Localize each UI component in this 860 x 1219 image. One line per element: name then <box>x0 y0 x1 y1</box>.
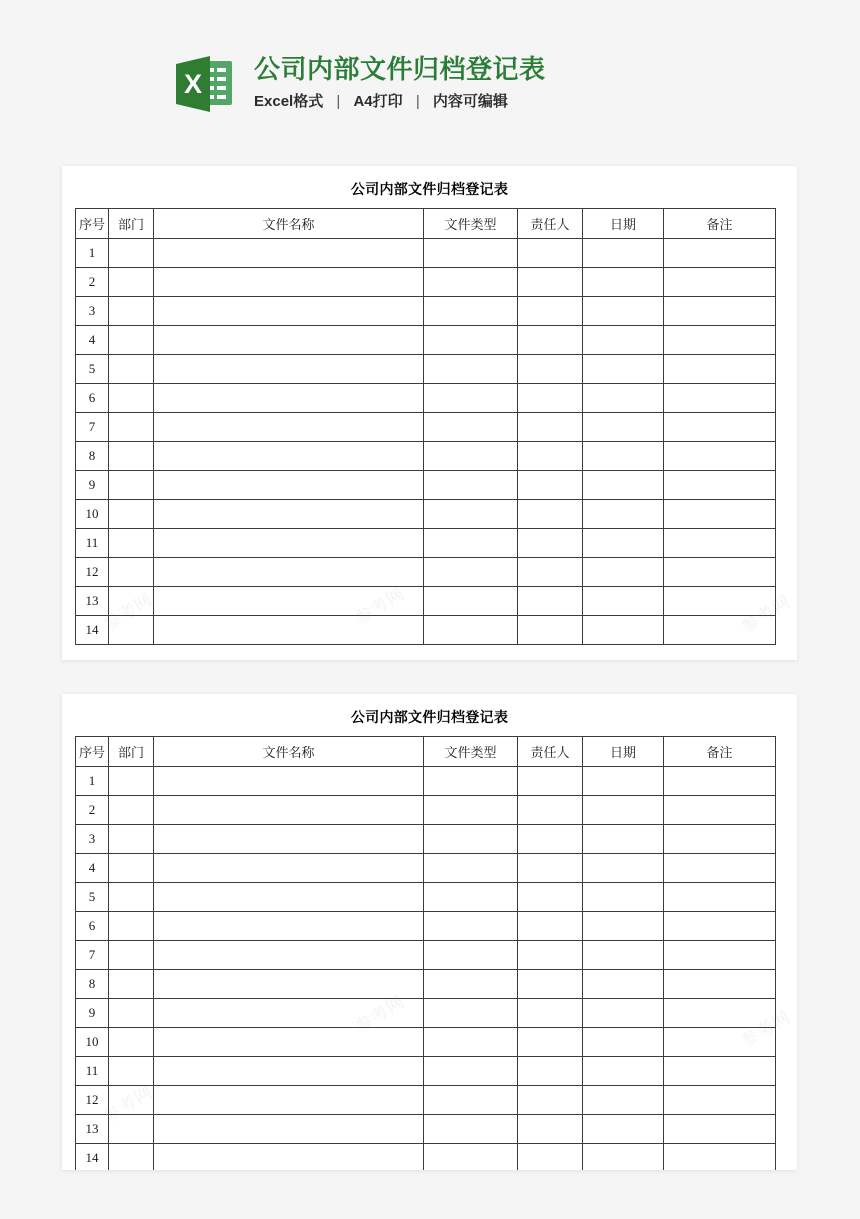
table-cell[interactable] <box>518 297 583 326</box>
table-cell[interactable] <box>424 384 518 413</box>
page-subtitle <box>254 92 546 112</box>
table-cell[interactable] <box>424 529 518 558</box>
row-sequence-cell[interactable]: 12 <box>76 1086 109 1115</box>
table-cell[interactable] <box>154 912 424 941</box>
row-sequence-cell[interactable]: 13 <box>76 587 109 616</box>
table-cell[interactable] <box>109 999 154 1028</box>
table-cell[interactable] <box>583 1057 664 1086</box>
table-row[interactable] <box>76 529 776 558</box>
table-cell[interactable] <box>109 442 154 471</box>
table-cell[interactable] <box>109 239 154 268</box>
table-cell[interactable] <box>518 941 583 970</box>
row-sequence-cell[interactable]: 4 <box>76 854 109 883</box>
table-cell[interactable] <box>583 529 664 558</box>
table-cell[interactable] <box>424 442 518 471</box>
table-cell[interactable] <box>583 297 664 326</box>
table-cell[interactable] <box>109 471 154 500</box>
table-cell[interactable] <box>154 1057 424 1086</box>
column-header-seq: 序号 <box>76 737 109 767</box>
table-cell[interactable] <box>583 1028 664 1057</box>
table-cell[interactable] <box>154 1028 424 1057</box>
subtitle-separator: | <box>415 93 420 110</box>
table-cell[interactable] <box>518 825 583 854</box>
table-cell[interactable] <box>424 999 518 1028</box>
table-cell[interactable] <box>664 297 776 326</box>
row-sequence-cell[interactable]: 10 <box>76 1028 109 1057</box>
excel-icon-sheet-row <box>209 95 226 99</box>
row-sequence-cell[interactable]: 2 <box>76 268 109 297</box>
excel-icon-sheet-column-divider <box>214 68 217 99</box>
table-cell[interactable] <box>424 1144 518 1171</box>
table-cell[interactable] <box>424 1057 518 1086</box>
table-cell[interactable] <box>664 616 776 645</box>
table-row[interactable] <box>76 616 776 645</box>
table-cell[interactable] <box>109 616 154 645</box>
table-cell[interactable] <box>518 355 583 384</box>
table-cell[interactable] <box>154 883 424 912</box>
table-cell[interactable] <box>664 384 776 413</box>
table-cell[interactable] <box>109 297 154 326</box>
table-cell[interactable] <box>109 355 154 384</box>
table-row[interactable] <box>76 970 776 999</box>
table-cell[interactable] <box>664 239 776 268</box>
table-cell[interactable] <box>424 355 518 384</box>
table-row[interactable] <box>76 999 776 1028</box>
column-header-dept: 部门 <box>109 209 154 239</box>
column-header-date: 日期 <box>583 737 664 767</box>
table-row[interactable] <box>76 941 776 970</box>
table-row[interactable] <box>76 767 776 796</box>
table-cell[interactable] <box>154 442 424 471</box>
table-cell[interactable] <box>664 471 776 500</box>
table-cell[interactable] <box>664 355 776 384</box>
sheet-grid-wrapper <box>62 736 797 1170</box>
row-sequence-cell[interactable]: 14 <box>76 1144 109 1171</box>
table-cell[interactable] <box>518 442 583 471</box>
table-cell[interactable] <box>664 1115 776 1144</box>
document-page-2 <box>62 694 797 1170</box>
table-cell[interactable] <box>154 970 424 999</box>
table-cell[interactable] <box>583 883 664 912</box>
row-sequence-cell[interactable]: 13 <box>76 1115 109 1144</box>
table-cell[interactable] <box>154 587 424 616</box>
table-cell[interactable] <box>154 384 424 413</box>
table-cell[interactable] <box>109 413 154 442</box>
table-cell[interactable] <box>664 970 776 999</box>
table-cell[interactable] <box>664 854 776 883</box>
table-cell[interactable] <box>583 471 664 500</box>
column-header-name: 文件名称 <box>154 737 424 767</box>
table-cell[interactable] <box>154 1144 424 1171</box>
table-cell[interactable] <box>154 941 424 970</box>
table-cell[interactable] <box>424 825 518 854</box>
table-cell[interactable] <box>424 587 518 616</box>
table-cell[interactable] <box>424 796 518 825</box>
table-cell[interactable] <box>518 854 583 883</box>
table-cell[interactable] <box>424 500 518 529</box>
table-cell[interactable] <box>518 587 583 616</box>
page-title: 公司内部文件归档登记表 <box>254 54 546 84</box>
table-cell[interactable] <box>583 500 664 529</box>
table-cell[interactable] <box>664 529 776 558</box>
column-header-owner: 责任人 <box>518 209 583 239</box>
table-cell[interactable] <box>154 854 424 883</box>
table-cell[interactable] <box>154 1115 424 1144</box>
table-cell[interactable] <box>518 326 583 355</box>
table-cell[interactable] <box>109 1057 154 1086</box>
table-cell[interactable] <box>424 912 518 941</box>
table-cell[interactable] <box>664 413 776 442</box>
table-cell[interactable] <box>583 796 664 825</box>
subtitle-print-label: A4打印 <box>353 93 403 110</box>
table-cell[interactable] <box>583 268 664 297</box>
row-sequence-cell[interactable]: 9 <box>76 999 109 1028</box>
excel-icon-sheet-row <box>209 68 226 72</box>
table-cell[interactable] <box>154 796 424 825</box>
table-row[interactable] <box>76 912 776 941</box>
table-cell[interactable] <box>424 883 518 912</box>
table-cell[interactable] <box>154 999 424 1028</box>
table-cell[interactable] <box>664 1028 776 1057</box>
table-cell[interactable] <box>109 883 154 912</box>
table-cell[interactable] <box>664 558 776 587</box>
table-cell[interactable] <box>109 767 154 796</box>
table-cell[interactable] <box>109 854 154 883</box>
row-sequence-cell[interactable]: 11 <box>76 529 109 558</box>
subtitle-separator: | <box>336 93 341 110</box>
table-row[interactable] <box>76 558 776 587</box>
table-row[interactable] <box>76 1144 776 1171</box>
table-cell[interactable] <box>154 1086 424 1115</box>
table-cell[interactable] <box>109 529 154 558</box>
row-sequence-cell[interactable]: 2 <box>76 796 109 825</box>
table-row[interactable] <box>76 442 776 471</box>
table-cell[interactable] <box>518 1086 583 1115</box>
row-sequence-cell[interactable]: 3 <box>76 825 109 854</box>
table-cell[interactable] <box>664 999 776 1028</box>
table-cell[interactable] <box>664 500 776 529</box>
table-row[interactable] <box>76 854 776 883</box>
header-text-block <box>254 52 546 112</box>
row-sequence-cell[interactable]: 6 <box>76 912 109 941</box>
table-cell[interactable] <box>518 999 583 1028</box>
table-cell[interactable] <box>424 558 518 587</box>
table-row[interactable] <box>76 883 776 912</box>
table-cell[interactable] <box>154 471 424 500</box>
table-cell[interactable] <box>154 767 424 796</box>
table-cell[interactable] <box>664 767 776 796</box>
table-row[interactable] <box>76 1028 776 1057</box>
table-cell[interactable] <box>664 825 776 854</box>
table-row[interactable] <box>76 1057 776 1086</box>
table-cell[interactable] <box>583 1086 664 1115</box>
archive-register-table <box>75 736 776 1170</box>
table-cell[interactable] <box>664 941 776 970</box>
row-sequence-cell[interactable]: 5 <box>76 355 109 384</box>
column-header-note: 备注 <box>664 209 776 239</box>
archive-register-table <box>75 208 776 645</box>
table-cell[interactable] <box>664 883 776 912</box>
row-sequence-cell[interactable]: 11 <box>76 1057 109 1086</box>
excel-file-icon <box>176 56 232 112</box>
table-cell[interactable] <box>583 1144 664 1171</box>
excel-icon-x-letter: X <box>183 68 202 99</box>
table-row[interactable] <box>76 326 776 355</box>
row-sequence-cell[interactable]: 8 <box>76 970 109 999</box>
row-sequence-cell[interactable]: 3 <box>76 297 109 326</box>
table-row[interactable] <box>76 500 776 529</box>
column-header-dept: 部门 <box>109 737 154 767</box>
table-cell[interactable] <box>154 297 424 326</box>
table-cell[interactable] <box>518 1028 583 1057</box>
table-cell[interactable] <box>583 239 664 268</box>
table-cell[interactable] <box>109 970 154 999</box>
table-cell[interactable] <box>583 355 664 384</box>
table-cell[interactable] <box>518 1057 583 1086</box>
table-cell[interactable] <box>518 883 583 912</box>
table-cell[interactable] <box>664 1144 776 1171</box>
table-cell[interactable] <box>154 529 424 558</box>
table-cell[interactable] <box>424 297 518 326</box>
table-row[interactable] <box>76 796 776 825</box>
table-cell[interactable] <box>583 587 664 616</box>
table-row[interactable] <box>76 1086 776 1115</box>
table-cell[interactable] <box>109 941 154 970</box>
table-row[interactable] <box>76 355 776 384</box>
table-cell[interactable] <box>583 326 664 355</box>
table-cell[interactable] <box>664 1057 776 1086</box>
table-cell[interactable] <box>583 970 664 999</box>
table-cell[interactable] <box>664 1086 776 1115</box>
table-cell[interactable] <box>664 442 776 471</box>
sheet-title: 公司内部文件归档登记表 <box>350 181 509 197</box>
table-cell[interactable] <box>109 1086 154 1115</box>
column-header-type: 文件类型 <box>424 737 518 767</box>
row-sequence-cell[interactable]: 1 <box>76 239 109 268</box>
table-cell[interactable] <box>109 500 154 529</box>
table-cell[interactable] <box>154 500 424 529</box>
row-sequence-cell[interactable]: 8 <box>76 442 109 471</box>
subtitle-format-label: Excel格式 <box>254 93 324 110</box>
table-row[interactable] <box>76 471 776 500</box>
table-cell[interactable] <box>109 558 154 587</box>
table-cell[interactable] <box>664 796 776 825</box>
row-sequence-cell[interactable]: 4 <box>76 326 109 355</box>
row-sequence-cell[interactable]: 14 <box>76 616 109 645</box>
table-row[interactable] <box>76 384 776 413</box>
header-inner <box>176 52 546 112</box>
subtitle-editable-label: 内容可编辑 <box>432 93 508 110</box>
table-row[interactable] <box>76 413 776 442</box>
table-cell[interactable] <box>518 1115 583 1144</box>
column-header-name: 文件名称 <box>154 209 424 239</box>
row-sequence-cell[interactable]: 1 <box>76 767 109 796</box>
table-cell[interactable] <box>424 1086 518 1115</box>
table-cell[interactable] <box>664 268 776 297</box>
table-cell[interactable] <box>109 912 154 941</box>
excel-icon-sheet-row <box>209 77 226 81</box>
table-cell[interactable] <box>424 268 518 297</box>
table-row[interactable] <box>76 825 776 854</box>
table-cell[interactable] <box>424 854 518 883</box>
table-cell[interactable] <box>583 767 664 796</box>
table-row[interactable] <box>76 587 776 616</box>
table-cell[interactable] <box>518 767 583 796</box>
table-row[interactable] <box>76 268 776 297</box>
table-cell[interactable] <box>154 355 424 384</box>
table-cell[interactable] <box>424 970 518 999</box>
row-sequence-cell[interactable]: 6 <box>76 384 109 413</box>
table-body <box>76 767 776 1171</box>
table-cell[interactable] <box>583 1115 664 1144</box>
table-cell[interactable] <box>583 825 664 854</box>
table-cell[interactable] <box>518 384 583 413</box>
column-header-owner: 责任人 <box>518 737 583 767</box>
page-header <box>0 0 860 152</box>
table-cell[interactable] <box>518 239 583 268</box>
table-cell[interactable] <box>424 326 518 355</box>
table-cell[interactable] <box>154 413 424 442</box>
table-cell[interactable] <box>424 941 518 970</box>
table-cell[interactable] <box>154 326 424 355</box>
row-sequence-cell[interactable]: 12 <box>76 558 109 587</box>
table-cell[interactable] <box>424 239 518 268</box>
table-cell[interactable] <box>583 616 664 645</box>
table-cell[interactable] <box>518 471 583 500</box>
row-sequence-cell[interactable]: 9 <box>76 471 109 500</box>
table-cell[interactable] <box>109 1144 154 1171</box>
table-cell[interactable] <box>518 1144 583 1171</box>
table-cell[interactable] <box>424 1028 518 1057</box>
table-cell[interactable] <box>583 442 664 471</box>
column-header-type: 文件类型 <box>424 209 518 239</box>
table-cell[interactable] <box>583 941 664 970</box>
table-cell[interactable] <box>664 912 776 941</box>
table-cell[interactable] <box>109 587 154 616</box>
row-sequence-cell[interactable]: 10 <box>76 500 109 529</box>
row-sequence-cell[interactable]: 7 <box>76 413 109 442</box>
table-cell[interactable] <box>154 239 424 268</box>
table-cell[interactable] <box>109 384 154 413</box>
table-row[interactable] <box>76 297 776 326</box>
table-cell[interactable] <box>518 500 583 529</box>
sheet-title: 公司内部文件归档登记表 <box>350 709 509 725</box>
table-cell[interactable] <box>109 825 154 854</box>
table-cell[interactable] <box>583 854 664 883</box>
table-header <box>76 209 776 239</box>
table-cell[interactable] <box>583 384 664 413</box>
table-cell[interactable] <box>109 326 154 355</box>
table-cell[interactable] <box>518 558 583 587</box>
table-cell[interactable] <box>518 796 583 825</box>
table-cell[interactable] <box>109 796 154 825</box>
table-cell[interactable] <box>154 268 424 297</box>
table-body <box>76 239 776 645</box>
table-cell[interactable] <box>583 558 664 587</box>
table-cell[interactable] <box>424 1115 518 1144</box>
table-header <box>76 737 776 767</box>
table-cell[interactable] <box>664 587 776 616</box>
column-header-seq: 序号 <box>76 209 109 239</box>
table-header-row <box>76 737 776 767</box>
table-row[interactable] <box>76 239 776 268</box>
table-cell[interactable] <box>424 767 518 796</box>
table-cell[interactable] <box>424 471 518 500</box>
table-cell[interactable] <box>583 999 664 1028</box>
table-cell[interactable] <box>109 1028 154 1057</box>
column-header-note: 备注 <box>664 737 776 767</box>
table-cell[interactable] <box>154 825 424 854</box>
table-cell[interactable] <box>518 970 583 999</box>
table-cell[interactable] <box>154 558 424 587</box>
table-cell[interactable] <box>424 413 518 442</box>
table-cell[interactable] <box>154 616 424 645</box>
document-page-1 <box>62 166 797 660</box>
table-cell[interactable] <box>518 413 583 442</box>
table-cell[interactable] <box>424 616 518 645</box>
table-cell[interactable] <box>518 616 583 645</box>
table-cell[interactable] <box>109 1115 154 1144</box>
excel-icon-sheet-row <box>209 86 226 90</box>
sheet-grid-wrapper <box>62 208 797 645</box>
table-cell[interactable] <box>583 413 664 442</box>
table-header-row <box>76 209 776 239</box>
column-header-date: 日期 <box>583 209 664 239</box>
table-cell[interactable] <box>518 268 583 297</box>
table-cell[interactable] <box>518 529 583 558</box>
table-cell[interactable] <box>664 326 776 355</box>
row-sequence-cell[interactable]: 5 <box>76 883 109 912</box>
row-sequence-cell[interactable]: 7 <box>76 941 109 970</box>
table-cell[interactable] <box>583 912 664 941</box>
table-cell[interactable] <box>518 912 583 941</box>
table-row[interactable] <box>76 1115 776 1144</box>
table-cell[interactable] <box>109 268 154 297</box>
